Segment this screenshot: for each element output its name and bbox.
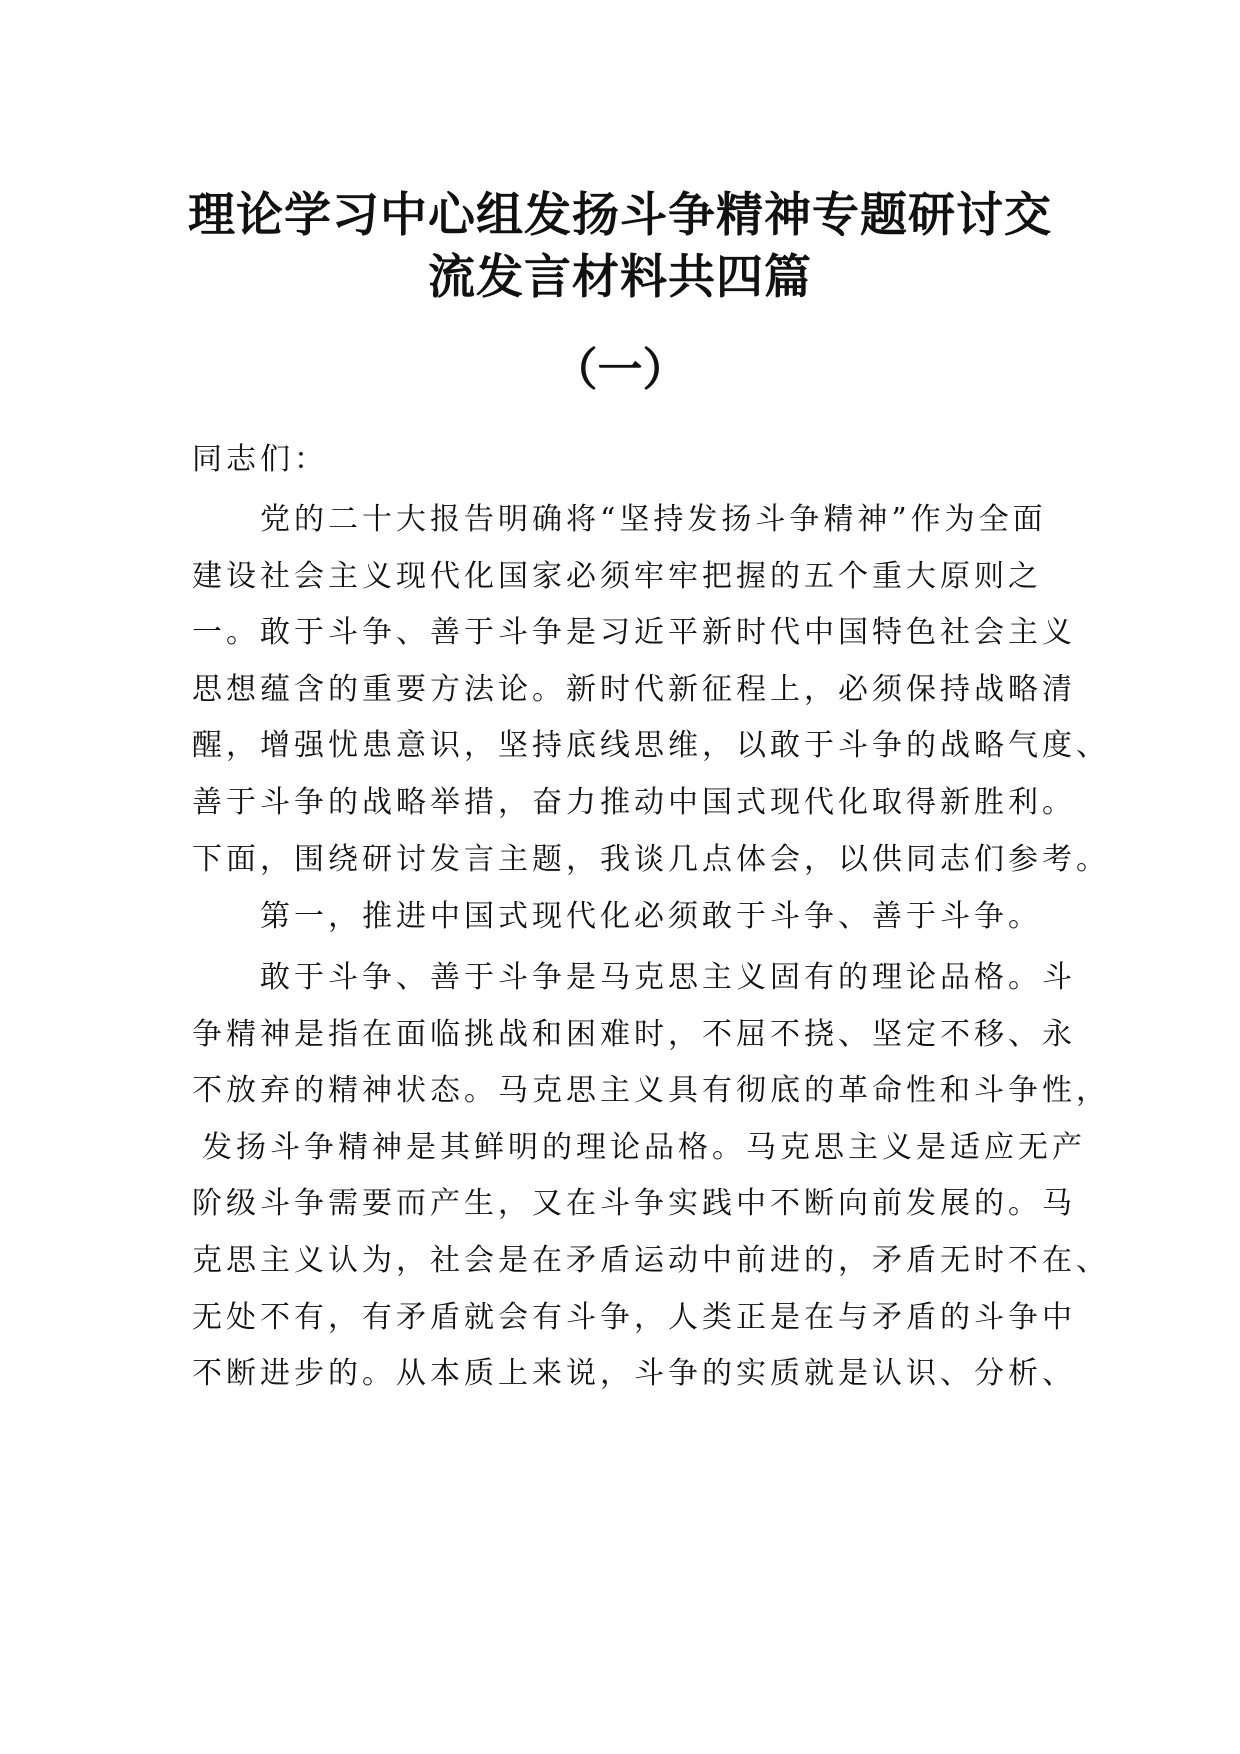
heading-line: 第一，推进中国式现代化必须敢于斗争、善于斗争。 (260, 899, 1042, 934)
paragraph-line: 发扬斗争精神是其鲜明的理论品格。马克思主义是适应无产 (202, 1129, 1086, 1165)
title-line-1: 理论学习中心组发扬斗争精神专题研讨交 (188, 188, 1052, 243)
paragraph-1 (192, 492, 1110, 888)
paragraph-line: 一。敢于斗争、善于斗争是习近平新时代中国特色社会主义 (192, 615, 1076, 651)
salutation: 同志们： (192, 442, 328, 477)
title-line-2: 流发言材料共四篇 (428, 250, 812, 305)
paragraph-2 (192, 950, 1110, 1403)
paragraph-line: 不放弃的精神状态。马克思主义具有彻底的革命性和斗争性， (192, 1073, 1110, 1109)
section-heading-1 (192, 889, 1072, 946)
paragraph-line: 敢于斗争、善于斗争是马克思主义固有的理论品格。斗 (260, 960, 1076, 995)
paragraph-line: 建设社会主义现代化国家必须牢牢把握的五个重大原则之 (192, 558, 1042, 594)
paragraph-line: 不断进步的。从本质上来说，斗争的实质就是认识、分析、 (192, 1356, 1076, 1392)
paragraph-line: 无处不有，有矛盾就会有斗争，人类正是在与矛盾的斗争中 (192, 1299, 1076, 1335)
paragraph-line: 党的二十大报告明确将“坚持发扬斗争精神”作为全面 (260, 502, 1047, 537)
document-title (120, 185, 1120, 309)
paragraph-line: 醒，增强忧患意识，坚持底线思维，以敢于斗争的战略气度、 (192, 728, 1110, 764)
paragraph-line: 下面，围绕研讨发言主题，我谈几点体会，以供同志们参考。 (192, 841, 1110, 877)
paragraph-line: 善于斗争的战略举措，奋力推动中国式现代化取得新胜利。 (192, 784, 1076, 820)
paragraph-line: 争精神是指在面临挑战和困难时，不屈不挠、坚定不移、永 (192, 1016, 1076, 1052)
paragraph-line: 克思主义认为，社会是在矛盾运动中前进的，矛盾无时不在、 (192, 1242, 1110, 1278)
paragraph-line: 思想蕴含的重要方法论。新时代新征程上，必须保持战略清 (192, 671, 1076, 707)
paragraph-line: 阶级斗争需要而产生，又在斗争实践中不断向前发展的。马 (192, 1186, 1076, 1222)
section-number: （一） (552, 343, 688, 396)
